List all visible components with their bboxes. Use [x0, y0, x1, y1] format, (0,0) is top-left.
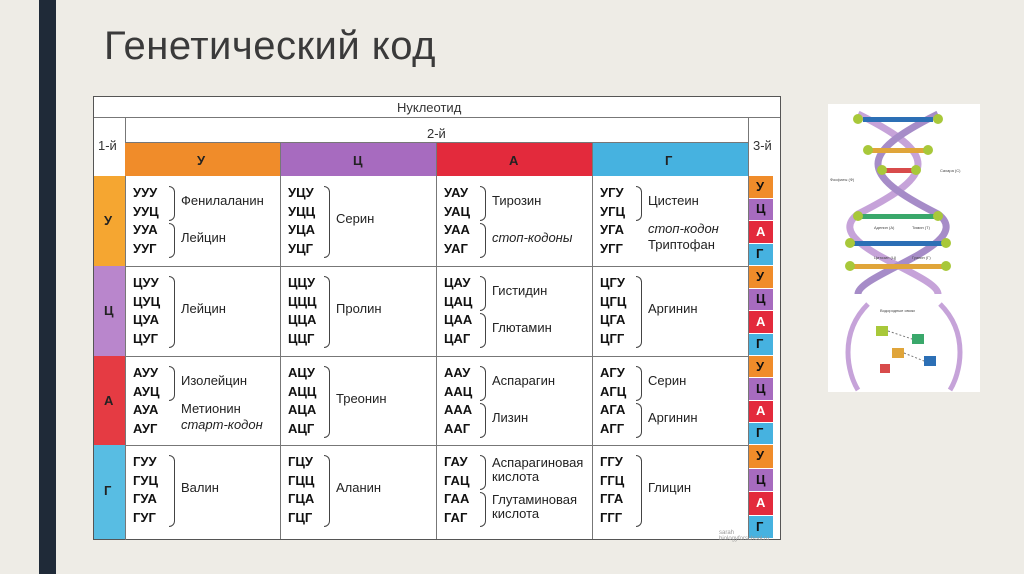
- codon: АУУ: [133, 365, 159, 380]
- codon: ГЦУ: [288, 454, 313, 469]
- amino-acid-label: Изолейцин: [181, 372, 248, 388]
- third-base-label: У: [756, 448, 765, 464]
- grid-line: [93, 96, 781, 97]
- codon-list: [444, 274, 472, 348]
- codon: УЦУ: [288, 185, 314, 200]
- codon-brace: [636, 366, 642, 401]
- third-base-label: Г: [756, 425, 764, 441]
- codon: ЦГГ: [600, 330, 625, 346]
- codon: УУЦ: [133, 203, 159, 219]
- second-base-label: У: [197, 153, 206, 168]
- third-base-label: Ц: [756, 291, 766, 307]
- codon-brace: [169, 366, 175, 401]
- codon-list: [600, 453, 624, 527]
- third-base-cell: [749, 176, 773, 198]
- codon: УАЦ: [444, 203, 470, 219]
- codon: ЦЦЦ: [288, 293, 317, 309]
- third-base-cell: [749, 221, 773, 243]
- codon: УГЦ: [600, 203, 625, 219]
- amino-acid-label: Тирозин: [492, 192, 542, 208]
- codon-brace: [169, 276, 175, 348]
- dna-helix-svg: [828, 104, 980, 392]
- codon-brace: [480, 366, 486, 401]
- codon-brace: [480, 276, 486, 311]
- slide-title: Генетический код: [104, 24, 436, 68]
- amino-acid-label: Лейцин: [181, 301, 226, 316]
- amino-acid-label: Фенилаланин: [181, 192, 264, 208]
- codon: ГАУ: [444, 454, 468, 469]
- third-base-cell: [749, 401, 773, 422]
- amino-acid-label: Пролин: [336, 301, 382, 316]
- label-guanine: Гуанин (Г): [912, 255, 931, 260]
- codon: ЦУЦ: [133, 293, 161, 309]
- dna-illustration: [828, 104, 980, 392]
- amino-acid-label: Валин: [181, 480, 219, 495]
- amino-acid-label: Серин: [336, 211, 375, 226]
- codon: ААА: [444, 402, 473, 417]
- third-base-label: А: [756, 495, 766, 511]
- amino-acid-extra-label: стоп-кодон: [648, 221, 719, 236]
- header-nucleotide: Нуклеотид: [397, 100, 462, 115]
- codon: ГЦЦ: [288, 472, 315, 488]
- amino-acid-label: Аргинин: [648, 301, 698, 316]
- codon: УГА: [600, 222, 625, 237]
- codon: УЦГ: [288, 240, 313, 256]
- codon: ГГУ: [600, 454, 623, 469]
- codon: АУА: [133, 402, 159, 417]
- codon-list: [288, 453, 314, 527]
- codon: ЦАЦ: [444, 293, 473, 309]
- codon-list: [600, 274, 626, 348]
- codon: ААЦ: [444, 383, 473, 399]
- codon-brace: [480, 223, 486, 258]
- codon: АГГ: [600, 420, 625, 436]
- first-base-label: А: [104, 393, 114, 408]
- codon: УУА: [133, 222, 158, 237]
- codon: АГА: [600, 402, 626, 417]
- codon: ЦГЦ: [600, 293, 627, 309]
- watermark: sarah biologyforschool.ru: [719, 530, 770, 542]
- third-base-label: Г: [756, 246, 764, 262]
- dna-open-strands: [848, 304, 960, 390]
- amino-acid-label: Треонин: [336, 391, 387, 406]
- amino-acid-label: Аспарагин: [492, 372, 556, 388]
- codon: ГАГ: [444, 509, 468, 525]
- codon: ААГ: [444, 420, 471, 436]
- codon-brace: [480, 492, 486, 527]
- codon: ЦАУ: [444, 275, 471, 290]
- codon: АГЦ: [600, 383, 627, 399]
- codon-brace: [480, 403, 486, 438]
- third-base-label: Г: [756, 518, 764, 534]
- label-thymine: Тимин (Т): [912, 225, 930, 230]
- codon: ГУУ: [133, 454, 157, 469]
- label-phosphate: Фосфаты (Ф): [830, 177, 855, 182]
- codon: АЦЦ: [288, 383, 317, 399]
- amino-acid-label: Глютамин: [492, 319, 552, 335]
- amino-acid-label: Лейцин: [181, 229, 226, 245]
- molecule-detail: [876, 326, 936, 373]
- label-hbonds: Водородные связи: [880, 308, 915, 313]
- codon: ЦАА: [444, 312, 473, 327]
- codon: АГУ: [600, 365, 625, 380]
- third-base-label: Ц: [756, 471, 766, 487]
- amino-acid-label: Лизин: [492, 409, 529, 425]
- codon-list: [133, 364, 159, 438]
- third-base-label: Ц: [756, 380, 766, 396]
- codon-list: [133, 453, 158, 527]
- first-base-label: Ц: [104, 303, 114, 318]
- amino-acid-label: Аспарагиновая кислота: [492, 454, 584, 484]
- codon: ЦГА: [600, 312, 626, 327]
- codon: ЦЦГ: [288, 330, 315, 346]
- third-base-label: А: [756, 223, 766, 239]
- codon-list: [600, 364, 626, 438]
- codon: ЦАГ: [444, 330, 471, 346]
- column-separator: [436, 143, 437, 539]
- first-base-label: У: [104, 213, 113, 228]
- first-base-label: Г: [104, 483, 112, 498]
- codon-brace: [324, 186, 330, 258]
- codon: ГУЦ: [133, 472, 158, 488]
- codon: УАУ: [444, 185, 469, 200]
- third-base-label: У: [756, 178, 765, 194]
- third-base-cell: [749, 492, 773, 515]
- third-base-cell: [749, 356, 773, 377]
- third-base-label: У: [756, 268, 765, 284]
- third-base-cell: [749, 311, 773, 333]
- third-base-cell: [749, 244, 773, 266]
- header-first: 1-й: [98, 138, 117, 153]
- third-base-cell: [749, 199, 773, 221]
- codon-list: [288, 274, 317, 348]
- codon-brace: [636, 403, 642, 438]
- third-base-cell: [749, 469, 773, 492]
- codon: ГУГ: [133, 509, 156, 525]
- third-base-cell: [749, 334, 773, 356]
- codon: УЦА: [288, 222, 315, 237]
- codon: ЦГУ: [600, 275, 625, 290]
- third-base-cell: [749, 378, 773, 399]
- second-base-label: Г: [665, 153, 673, 168]
- codon: АЦГ: [288, 420, 315, 436]
- codon: ГГЦ: [600, 472, 625, 488]
- codon: АУГ: [133, 420, 158, 436]
- second-base-label: А: [509, 153, 519, 168]
- codon: УГУ: [600, 185, 624, 200]
- third-base-label: А: [756, 313, 766, 329]
- codon: ГАЦ: [444, 472, 470, 488]
- codon: УАГ: [444, 240, 468, 256]
- label-cytosine: Цитозин (Ц): [874, 255, 897, 260]
- third-base-label: У: [756, 358, 765, 374]
- third-base-label: А: [756, 403, 766, 419]
- codon-list: [444, 184, 470, 258]
- codon: УГГ: [600, 240, 623, 256]
- codon-list: [133, 184, 159, 258]
- label-sugar: Сахара (С): [940, 168, 961, 173]
- amino-acid-label: стоп-кодоны: [492, 229, 573, 245]
- header-second: 2-й: [427, 126, 446, 141]
- codon-brace: [480, 186, 486, 221]
- codon-list: [444, 364, 472, 438]
- amino-acid-label: Глутаминовая кислота: [492, 491, 578, 521]
- codon-list: [444, 453, 469, 527]
- codon: ЦУУ: [133, 275, 159, 290]
- codon: ГЦГ: [288, 509, 313, 525]
- amino-acid-label: Аланин: [336, 480, 382, 495]
- slide-accent-bar: [39, 0, 56, 574]
- genetic-code-table: [93, 96, 781, 540]
- codon-brace: [324, 276, 330, 348]
- codon: ГУА: [133, 491, 157, 506]
- codon-brace: [480, 313, 486, 348]
- codon: ГЦА: [288, 491, 315, 506]
- codon-brace: [480, 455, 486, 490]
- third-base-cell: [749, 289, 773, 311]
- codon: ГГА: [600, 491, 624, 506]
- codon: АЦУ: [288, 365, 315, 380]
- codon-list: [288, 364, 316, 438]
- codon: УУУ: [133, 185, 158, 200]
- codon-brace: [324, 366, 330, 438]
- codon: АЦА: [288, 402, 317, 417]
- codon: ЦУГ: [133, 330, 158, 346]
- codon: ГГГ: [600, 509, 623, 525]
- third-base-cell: [749, 445, 773, 468]
- codon: ААУ: [444, 365, 471, 380]
- column-separator: [280, 143, 281, 539]
- third-base-label: Г: [756, 336, 764, 352]
- codon: УЦЦ: [288, 203, 316, 219]
- codon: УУГ: [133, 240, 157, 256]
- codon: ЦУА: [133, 312, 159, 327]
- header-third: 3-й: [753, 138, 772, 153]
- codon-brace: [636, 186, 642, 221]
- codon-list: [133, 274, 160, 348]
- codon: ЦЦУ: [288, 275, 316, 290]
- amino-acid-label: Гистидин: [492, 282, 548, 298]
- amino-acid-label: Цистеин: [648, 192, 699, 208]
- grid-line: [125, 117, 126, 540]
- codon-brace: [169, 223, 175, 258]
- codon-list: [600, 184, 625, 258]
- codon: УАА: [444, 222, 470, 237]
- second-base-label: Ц: [353, 153, 363, 168]
- column-separator: [592, 143, 593, 539]
- grid-line: [93, 117, 781, 118]
- codon: ЦЦА: [288, 312, 317, 327]
- amino-acid-extra-label: Метионин: [181, 401, 241, 416]
- third-base-cell: [749, 423, 773, 444]
- label-adenine: Аденин (А): [874, 225, 895, 230]
- grid-line: [93, 539, 781, 540]
- third-base-label: Ц: [756, 201, 766, 217]
- amino-acid-extra-label: старт-кодон: [181, 417, 263, 432]
- amino-acid-label: Аргинин: [648, 409, 698, 425]
- codon-brace: [636, 455, 642, 527]
- amino-acid-label: Глицин: [648, 480, 692, 495]
- amino-acid-label: Серин: [648, 372, 687, 388]
- third-base-cell: [749, 266, 773, 288]
- codon-brace: [324, 455, 330, 527]
- grid-line: [780, 96, 781, 540]
- codon: АУЦ: [133, 383, 160, 399]
- codon-brace: [169, 455, 175, 527]
- amino-acid-extra-label: Триптофан: [648, 237, 715, 252]
- codon-brace: [169, 186, 175, 221]
- codon-list: [288, 184, 315, 258]
- codon-brace: [636, 276, 642, 348]
- codon: ГАА: [444, 491, 470, 506]
